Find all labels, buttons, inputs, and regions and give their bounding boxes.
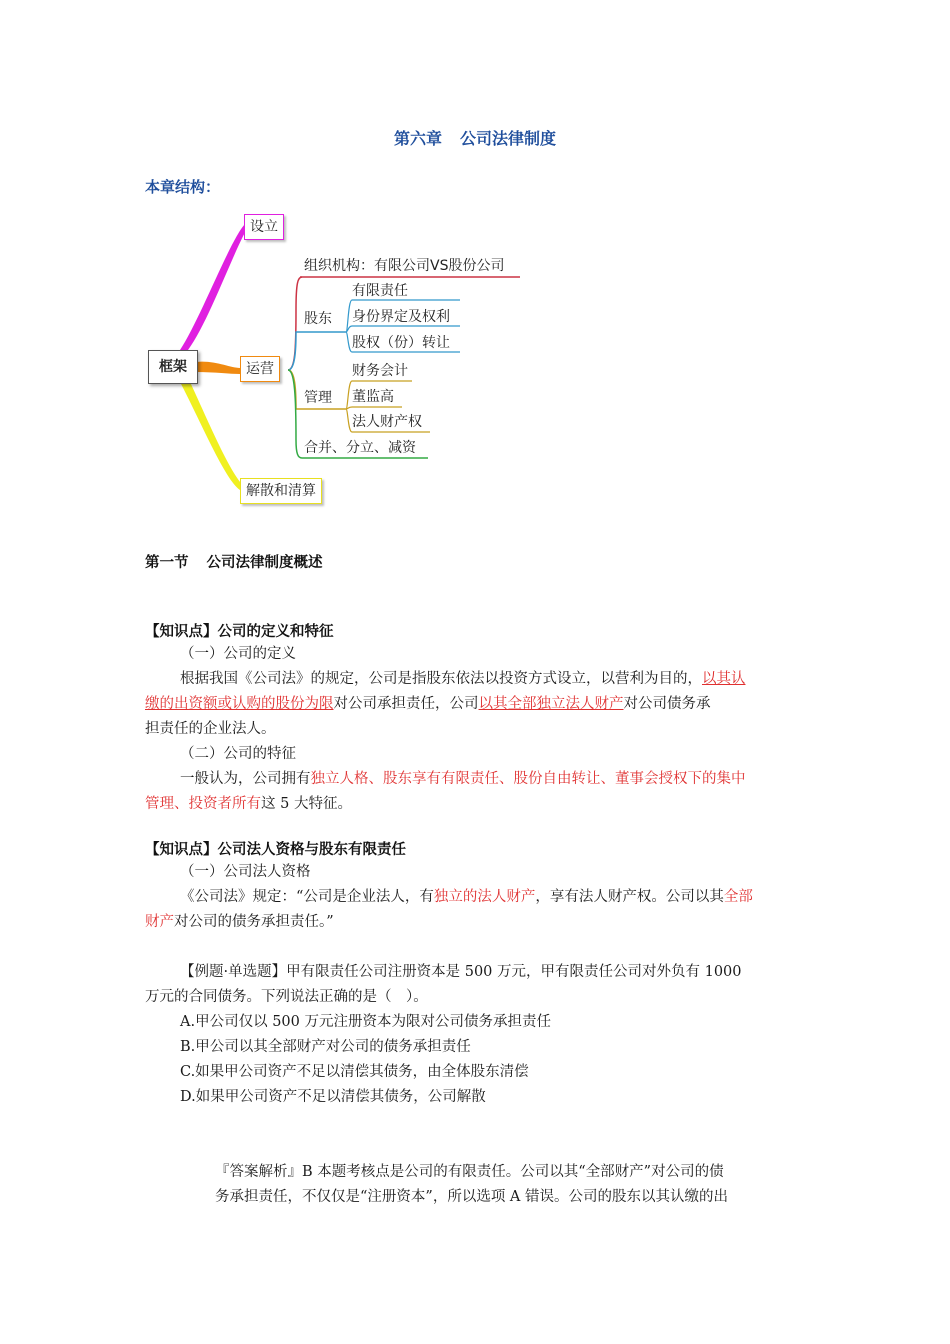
example-stem-line1: 【例题·单选题】甲有限责任公司注册资本是 500 万元，甲有限责任公司对外负有 1000: [180, 964, 742, 980]
structure-label: 本章结构：: [145, 178, 221, 196]
chapter-number: 第六章: [393, 129, 442, 148]
connector-operate: [196, 362, 240, 374]
text-run: 《公司法》规定：“公司是企业法人，有: [180, 889, 434, 905]
mindmap-node-shareholder: 股东: [304, 311, 332, 327]
mindmap-branch-operate: 运营: [240, 356, 280, 382]
kp1-sub1: （一）公司的定义: [180, 646, 296, 662]
mindmap-node-limited-liability: 有限责任: [352, 283, 408, 299]
kp2-para1-line2: [145, 910, 810, 935]
kp1-sub2: （二）公司的特征: [180, 746, 296, 762]
chapter-title: [0, 126, 950, 149]
example-option-b: B.甲公司以其全部财产对公司的债务承担责任: [180, 1039, 471, 1055]
kp1-para1-line3: 担责任的企业法人。: [145, 721, 276, 737]
underlined-text: 以其全部独立法人财产: [478, 696, 624, 712]
kp1-para1-line2: [145, 692, 810, 717]
text-run: ，享有法人财产权。公司以其: [535, 889, 724, 905]
underlined-text: 以其认: [702, 671, 746, 687]
section-name: 公司法律制度概述: [206, 555, 323, 571]
mindmap-node-property-right: 法人财产权: [352, 414, 422, 430]
example-option-a: A.甲公司仅以 500 万元注册资本为限对公司债务承担责任: [180, 1014, 551, 1030]
mindmap-node-accounting: 财务会计: [352, 363, 408, 379]
mindmap-branch-establish: 设立: [244, 214, 284, 240]
mindmap-branch-dissolve: 解散和清算: [240, 478, 322, 504]
kp1-para2-line1: [145, 767, 810, 792]
connector-establish: [180, 224, 250, 350]
connector-dissolve: [180, 382, 244, 490]
highlighted-text: 独立人格、股东享有有限责任、股份自由转让、董事会授权下的集中: [310, 771, 746, 787]
text-run: 根据我国《公司法》的规定，公司是指股东依法以投资方式设立，以营利为目的，: [180, 671, 702, 687]
chapter-name: 公司法律制度: [460, 129, 557, 148]
chapter-mindmap: [140, 200, 540, 510]
example-stem-line2: 万元的合同债务。下列说法正确的是（ ）。: [145, 989, 428, 1005]
mindmap-node-identity-rights: 身份界定及权利: [352, 309, 450, 325]
highlighted-text: 财产: [145, 914, 174, 930]
highlighted-text: 独立的法人财产: [433, 889, 536, 905]
mindmap-node-directors: 董监高: [352, 389, 394, 405]
answer-line2: 务承担责任，不仅仅是“注册资本”，所以选项 A 错误。公司的股东以其认缴的出: [215, 1189, 729, 1205]
section-title: [145, 551, 323, 572]
text-run: 这 5 大特征。: [261, 796, 352, 812]
example-option-d: D.如果甲公司资产不足以清偿其债务，公司解散: [180, 1089, 486, 1105]
kp2-para1-line1: [145, 885, 810, 910]
kp2-title: 【知识点】公司法人资格与股东有限责任: [145, 842, 406, 858]
mindmap-root: 框架: [148, 350, 198, 384]
text-run: 对公司的债务承担责任。”: [174, 914, 334, 930]
text-run: 对公司债务承: [623, 696, 711, 712]
answer-line1: 『答案解析』B 本题考核点是公司的有限责任。公司以其“全部财产”对公司的债: [215, 1164, 724, 1180]
connector-shareholder: [288, 332, 346, 370]
mindmap-connectors: [140, 200, 540, 510]
highlighted-text: 全部: [723, 889, 753, 905]
example-option-c: C.如果甲公司资产不足以清偿其债务，由全体股东清偿: [180, 1064, 529, 1080]
mindmap-node-merge: 合并、分立、减资: [304, 440, 416, 456]
kp2-sub1: （一）公司法人资格: [180, 864, 311, 880]
section-number: 第一节: [145, 555, 189, 571]
underlined-text: 缴的出资额或认购的股份为限: [145, 696, 334, 712]
mindmap-node-org: 组织机构：有限公司VS股份公司: [304, 258, 505, 274]
mindmap-node-management: 管理: [304, 390, 332, 406]
text-run: 对公司承担责任，公司: [333, 696, 479, 712]
text-run: 一般认为，公司拥有: [180, 771, 311, 787]
highlighted-text: 管理、投资者所有: [145, 796, 261, 812]
mindmap-node-equity-transfer: 股权（份）转让: [352, 335, 450, 351]
kp1-title: 【知识点】公司的定义和特征: [145, 624, 334, 640]
kp1-para1-line1: [145, 667, 810, 692]
kp1-para2-line2: [145, 792, 810, 817]
